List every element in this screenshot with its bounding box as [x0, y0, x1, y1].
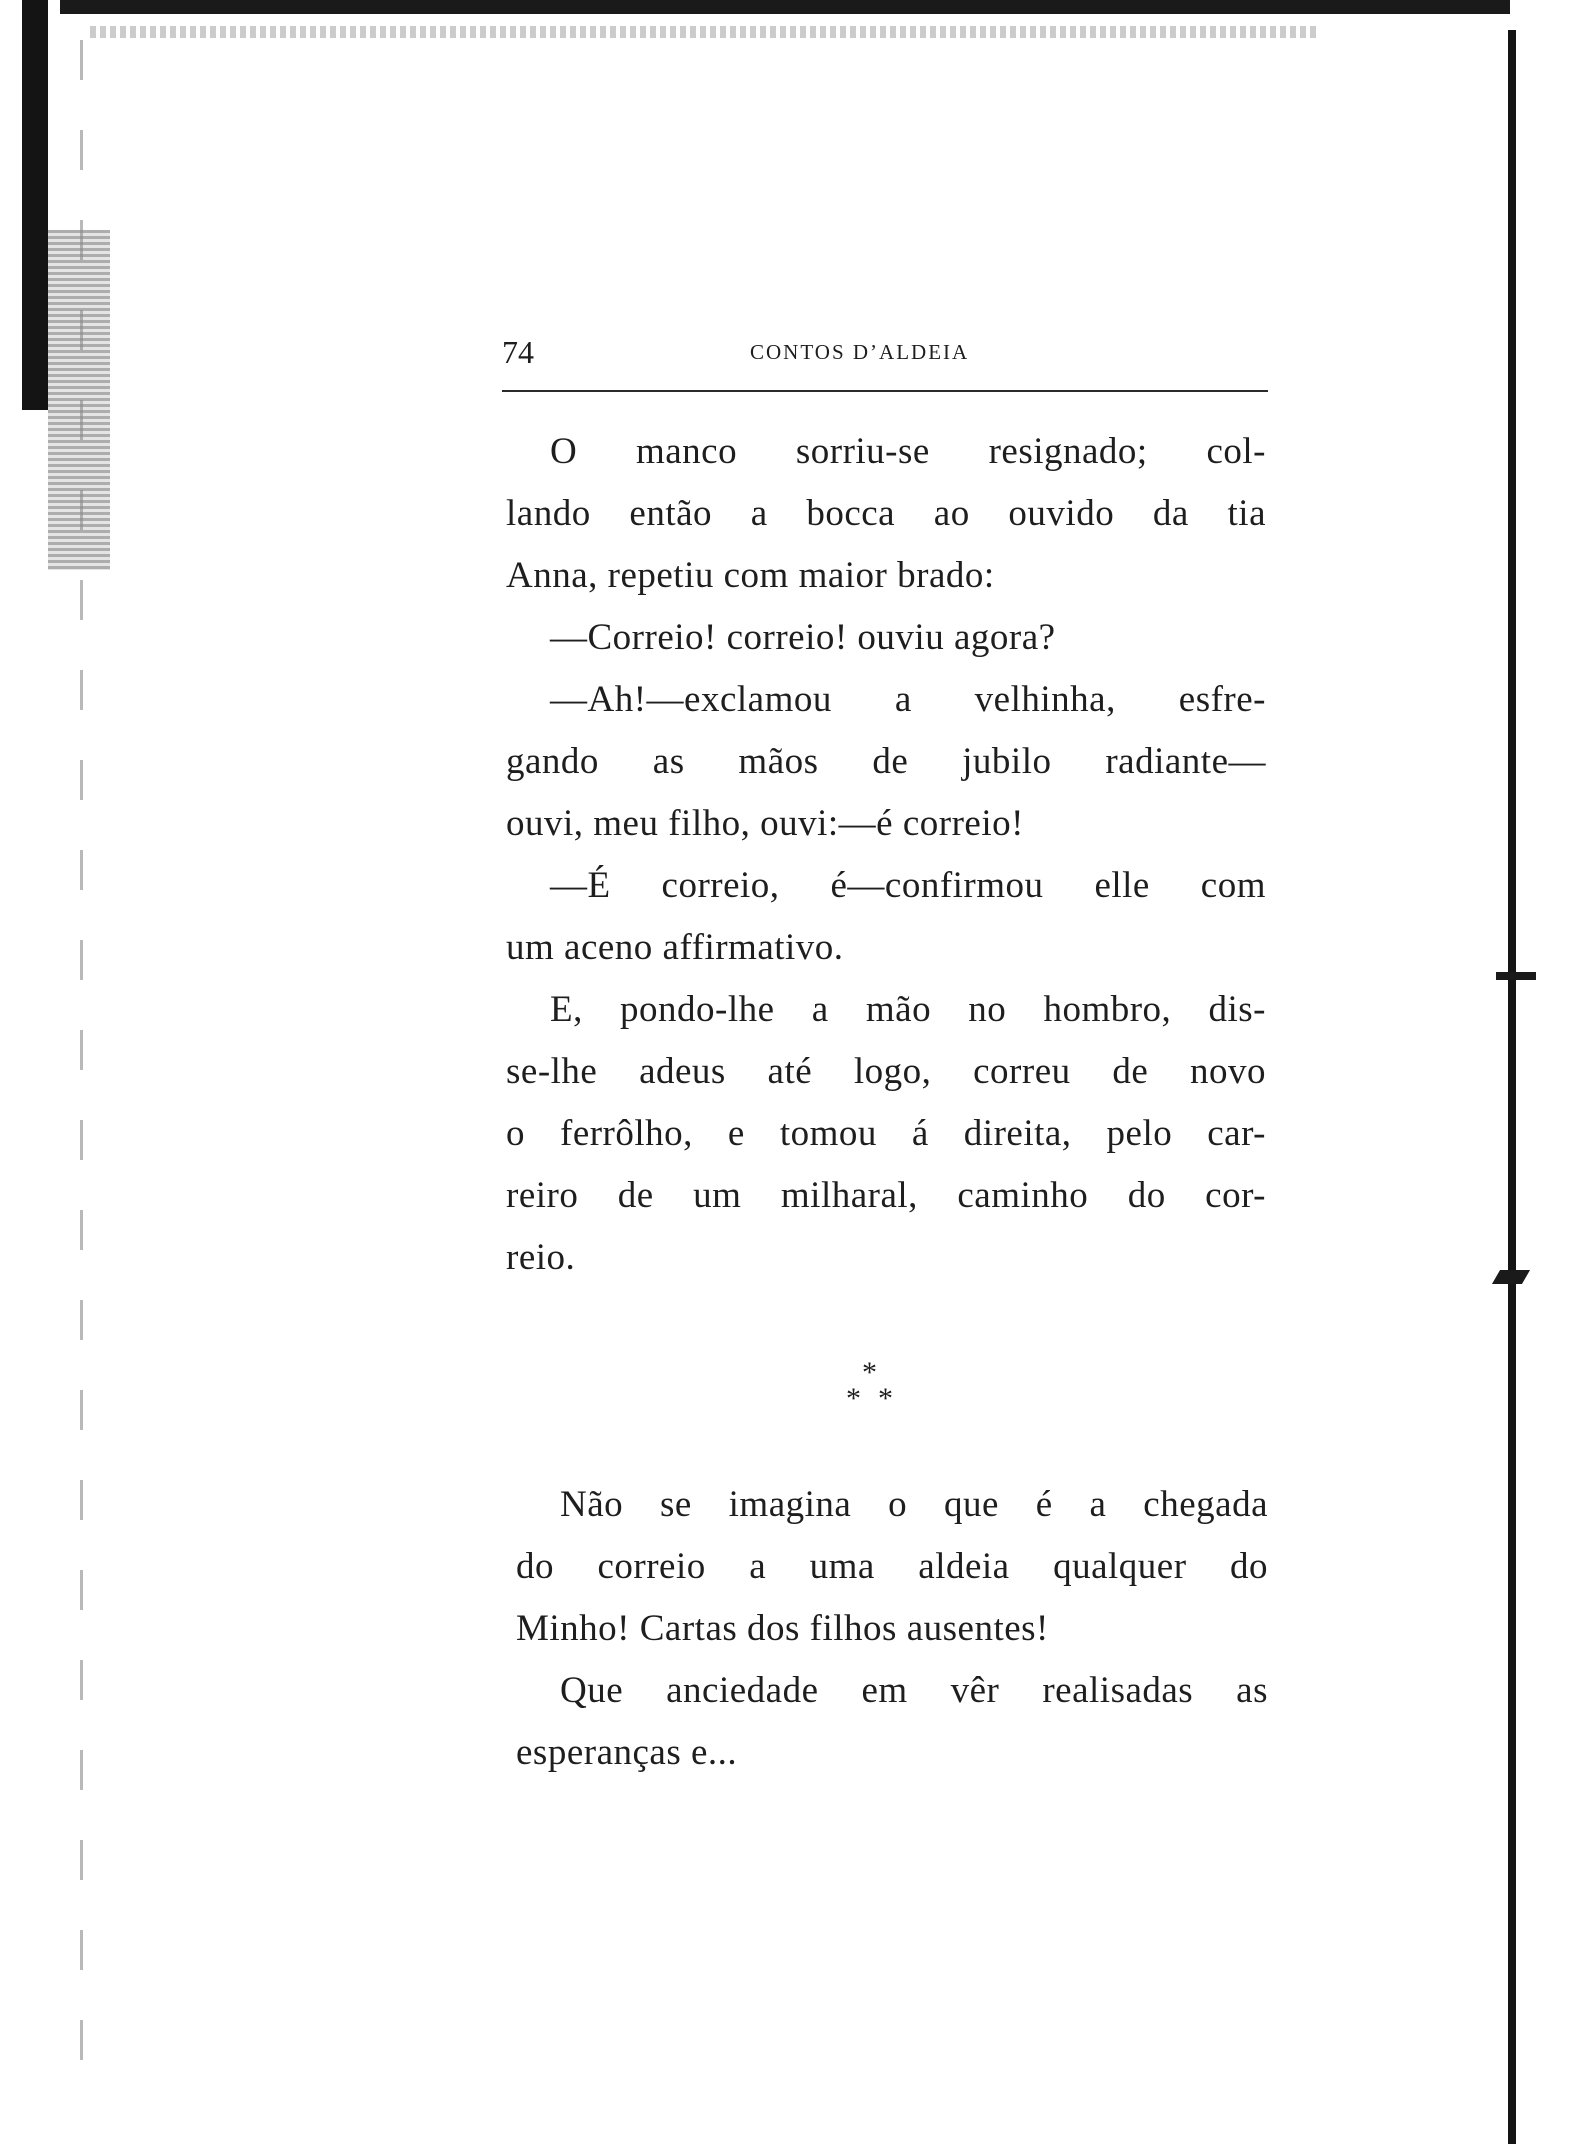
page-number: 74	[502, 334, 534, 370]
paragraph-block-1	[506, 421, 1266, 1289]
text-line: Que anciedade em vêr realisadas as	[560, 1670, 1268, 1711]
text-line: um aceno affirmativo.	[506, 927, 844, 968]
asterism-star: *	[878, 1382, 893, 1415]
paragraph-block-2	[516, 1474, 1268, 1784]
text-line: lando então a bocca ao ouvido da tia	[506, 493, 1266, 534]
scan-edge-right-mark	[1496, 972, 1536, 980]
asterism-star: *	[862, 1356, 877, 1389]
text-line: reiro de um milharal, caminho do cor-	[506, 1175, 1266, 1216]
scan-edge-right	[1508, 30, 1516, 2144]
text-line: reio.	[506, 1237, 576, 1278]
text-line: Minho! Cartas dos filhos ausentes!	[516, 1608, 1049, 1649]
text-line: —É correio, é—confirmou elle com	[550, 865, 1266, 906]
text-line: Não se imagina o que é a chegada	[560, 1484, 1268, 1525]
scan-edge-top-noise	[90, 26, 1320, 38]
scan-edge-left-shadow	[48, 230, 110, 570]
text-line: do correio a uma aldeia qualquer do	[516, 1546, 1268, 1587]
text-line: —Correio! correio! ouviu agora?	[550, 617, 1056, 658]
running-title: CONTOS D’ALDEIA	[750, 340, 970, 364]
text-line: O manco sorriu-se resignado; col-	[550, 431, 1266, 472]
text-line: gando as mãos de jubilo radiante—	[506, 741, 1266, 782]
scan-edge-left	[22, 0, 48, 410]
text-line: —Ah!—exclamou a velhinha, esfre-	[550, 679, 1266, 720]
text-line: Anna, repetiu com maior brado:	[506, 555, 995, 596]
running-head	[502, 330, 1268, 390]
scan-edge-right-mark	[1492, 1270, 1530, 1284]
text-line: se-lhe adeus até logo, correu de novo	[506, 1051, 1266, 1092]
text-line: esperanças e...	[516, 1732, 738, 1773]
asterism-star: *	[846, 1382, 861, 1415]
scan-edge-left-line	[80, 40, 83, 2100]
text-line: ouvi, meu filho, ouvi:—é correio!	[506, 803, 1024, 844]
scan-edge-top	[60, 0, 1510, 14]
text-line: o ferrôlho, e tomou á direita, pelo car-	[506, 1113, 1266, 1154]
header-rule	[502, 390, 1268, 392]
section-asterism	[832, 1358, 932, 1428]
text-line: E, pondo-lhe a mão no hombro, dis-	[550, 989, 1266, 1030]
